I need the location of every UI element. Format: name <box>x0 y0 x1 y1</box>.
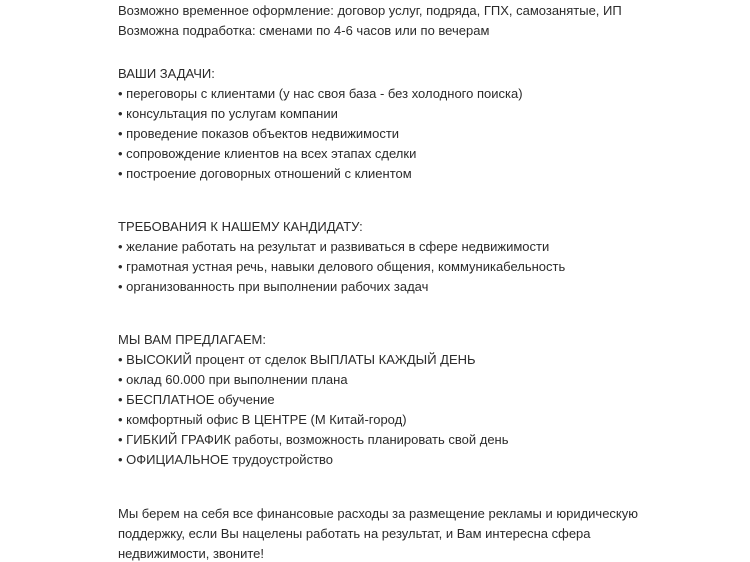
closing-line: Мы берем на себя все финансовые расходы за размещение рекламы и юридическую <box>118 506 639 521</box>
requirement-item: • организованность при выполнении рабочих задач <box>118 279 429 294</box>
offer-item: • ВЫСОКИЙ процент от сделок ВЫПЛАТЫ КАЖДЫЙ ДЕНЬ <box>118 352 476 367</box>
offer-item: • ОФИЦИАЛЬНОЕ трудоустройство <box>118 452 334 467</box>
task-item: • переговоры с клиентами (у нас своя база - без холодного поиска) <box>118 86 523 101</box>
offer-item: • оклад 60.000 при выполнении плана <box>118 372 348 387</box>
requirements-heading: ТРЕБОВАНИЯ К НАШЕМУ КАНДИДАТУ: <box>118 219 363 234</box>
intro-line: Возможна подработка: сменами по 4-6 часов или по вечерам <box>118 23 490 38</box>
tasks-heading: ВАШИ ЗАДАЧИ: <box>118 66 215 81</box>
offer-heading: МЫ ВАМ ПРЕДЛАГАЕМ: <box>118 332 266 347</box>
task-item: • сопровождение клиентов на всех этапах сделки <box>118 146 417 161</box>
offer-item: • ГИБКИЙ ГРАФИК работы, возможность планировать свой день <box>118 432 509 447</box>
offer-item: • БЕСПЛАТНОЕ обучение <box>118 392 275 407</box>
task-item: • консультация по услугам компании <box>118 106 338 121</box>
requirement-item: • грамотная устная речь, навыки делового общения, коммуникабельность <box>118 259 566 274</box>
requirement-item: • желание работать на результат и развиваться в сфере недвижимости <box>118 239 550 254</box>
task-item: • проведение показов объектов недвижимости <box>118 126 400 141</box>
intro-line: Возможно временное оформление: договор услуг, подряда, ГПХ, самозанятые, ИП <box>118 3 622 18</box>
closing-line: недвижимости, звоните! <box>118 546 264 561</box>
task-item: • построение договорных отношений с клиентом <box>118 166 412 181</box>
offer-item: • комфортный офис В ЦЕНТРЕ (М Китай-город) <box>118 412 407 427</box>
closing-line: поддержку, если Вы нацелены работать на результат, и Вам интересна сфера <box>118 526 591 541</box>
